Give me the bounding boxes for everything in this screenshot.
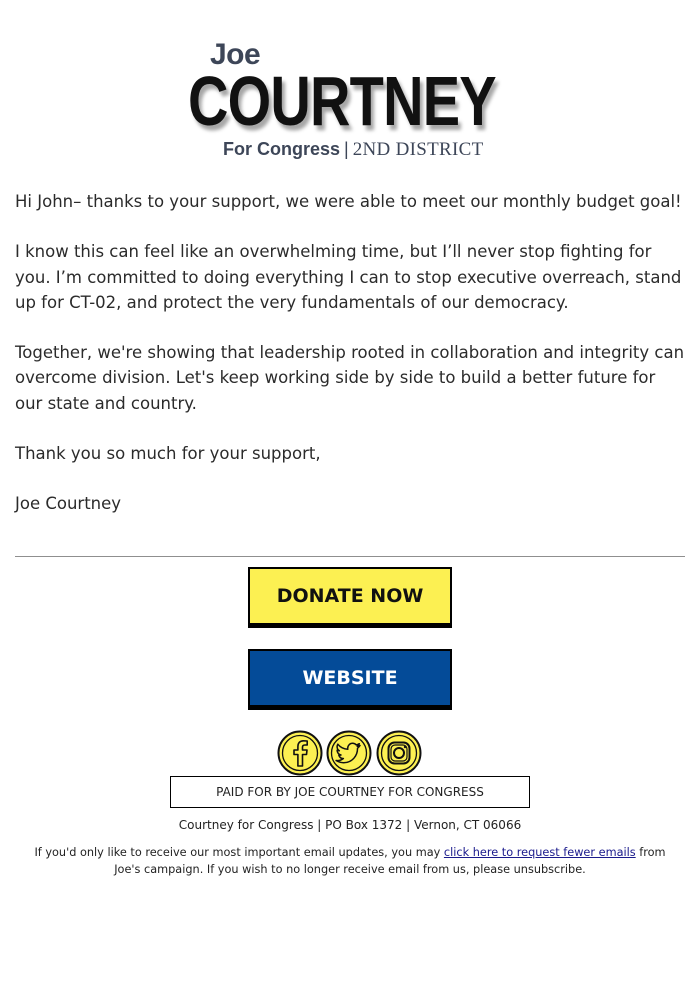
donate-now-button[interactable]: DONATE NOW <box>248 567 452 628</box>
together-paragraph: Together, we're showing that leadership rooted in collaboration and integrity can overcome division. Let's keep working side by side to build a better future for our state and country. <box>15 343 685 413</box>
website-button[interactable]: WEBSITE <box>248 649 452 710</box>
campaign-address: Courtney for Congress | PO Box 1372 | Vernon, CT 06066 <box>178 818 522 832</box>
email-body <box>15 189 685 542</box>
logo-district: 2ND DISTRICT <box>352 139 484 160</box>
note-before-link: If you'd only like to receive our most important email updates, you may <box>34 846 444 859</box>
request-fewer-emails-link[interactable]: click here to request fewer emails <box>443 846 636 859</box>
greeting-paragraph: Hi John– thanks to your support, we were able to meet our monthly budget goal! <box>15 192 682 211</box>
logo-separator: | <box>344 139 349 159</box>
email-preferences-note <box>30 845 670 878</box>
logo-first-name: Joe <box>210 38 261 71</box>
paid-for-disclaimer: PAID FOR BY JOE COURTNEY FOR CONGRESS <box>170 776 530 808</box>
logo-for-congress: For Congress <box>223 139 341 159</box>
note-after-link: from Joe's campaign. If you wish to no longer receive email from us, please unsubscribe. <box>114 846 666 876</box>
divider <box>15 556 685 557</box>
facebook-icon[interactable] <box>277 730 323 776</box>
signature: Joe Courtney <box>15 494 122 514</box>
twitter-icon[interactable] <box>326 730 372 776</box>
commitment-paragraph: I know this can feel like an overwhelming time, but I’ll never stop fighting for you. I’m committed to doing everything I can to stop executive overreach, stand up for CT-02, and protect the very fundamentals of our democracy. <box>15 242 682 312</box>
thanks-paragraph: Thank you so much for your support, <box>15 444 321 464</box>
instagram-icon[interactable] <box>376 730 422 776</box>
logo-subtitle <box>223 139 484 161</box>
logo-last-name: COURTNEY <box>188 62 496 140</box>
campaign-logo <box>188 38 518 163</box>
